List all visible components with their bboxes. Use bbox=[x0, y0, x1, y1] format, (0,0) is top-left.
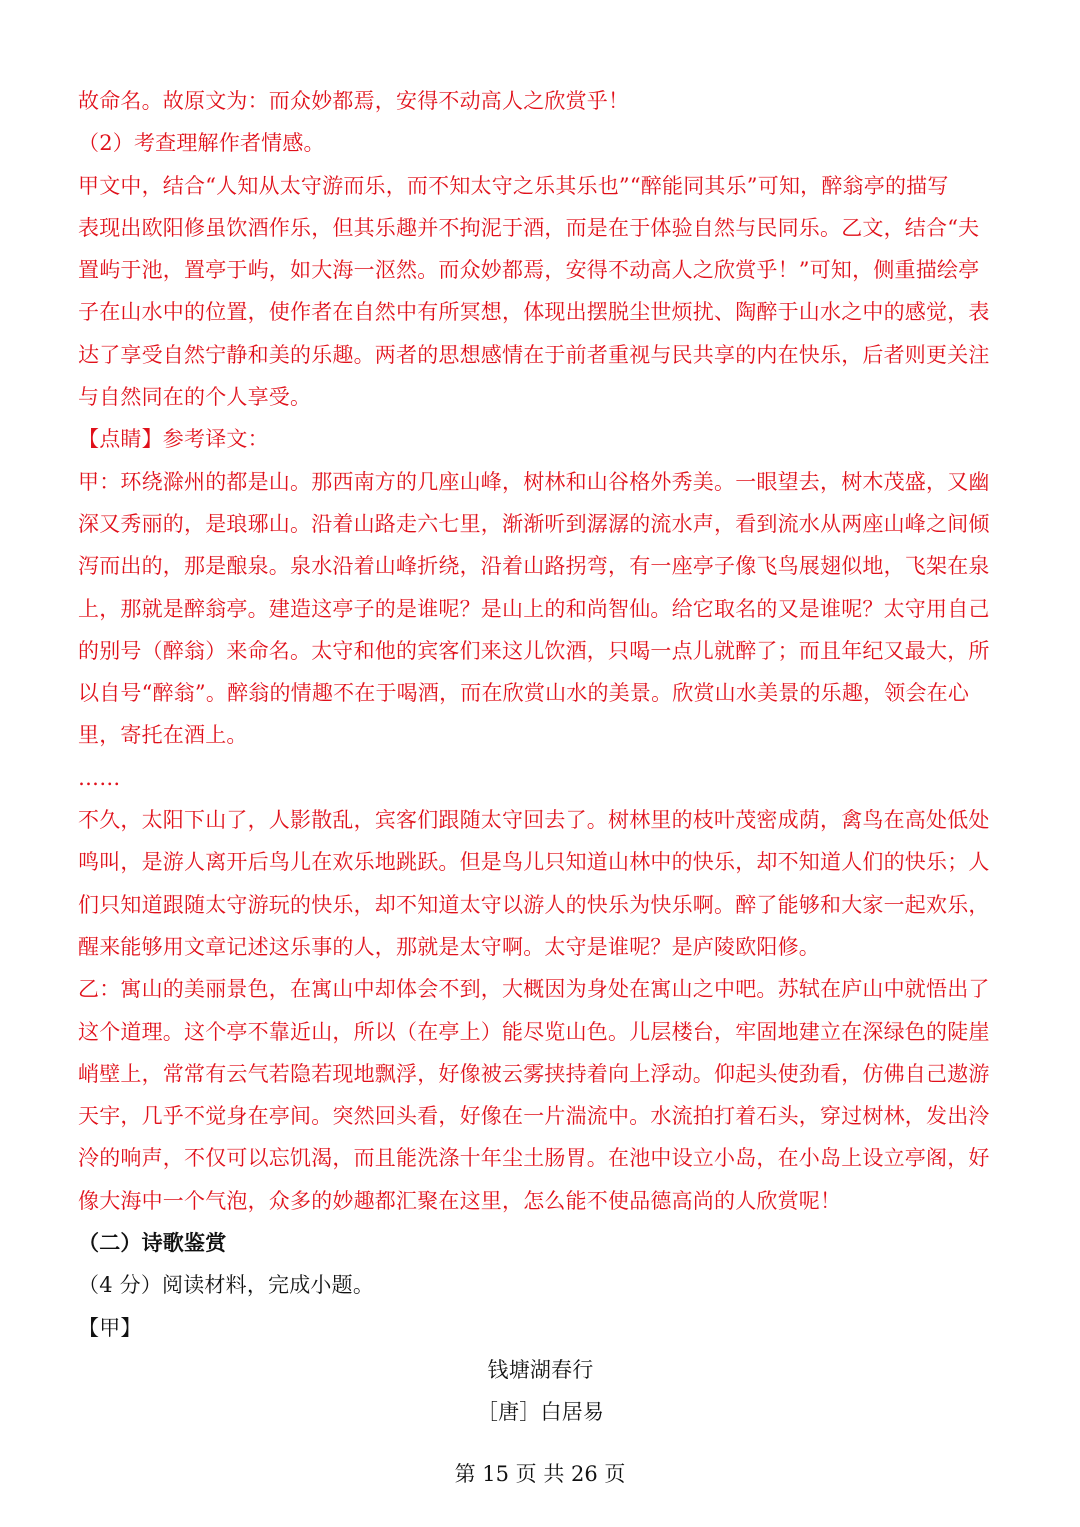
text-line: 深又秀丽的，是琅琊山。沿着山路走六七里，渐渐听到潺潺的流水声，看到流水从两座山峰之间倾 bbox=[78, 511, 990, 536]
text-line: 的别号（醉翁）来命名。太守和他的宾客们来这儿饮酒，只喝一点儿就醉了；而且年纪又最大，所 bbox=[78, 638, 990, 663]
text-line: 达了享受自然宁静和美的乐趣。两者的思想感情在于前者重视与民共享的内在快乐，后者则更关注 bbox=[78, 342, 990, 367]
text-line: 【点睛】参考译文： bbox=[78, 427, 269, 452]
text-line: 里，寄托在酒上。 bbox=[78, 723, 248, 748]
text-line: 这个道理。这个亭不靠近山，所以（在亭上）能尽览山色。儿层楼台，牢固地建立在深绿色的陡崖 bbox=[78, 1019, 990, 1044]
text-line: 像大海中一个气泡，众多的妙趣都汇聚在这里，怎么能不使品德高尚的人欣赏呢！ bbox=[78, 1188, 842, 1213]
text-line: 表现出欧阳修虽饮酒作乐，但其乐趣并不拘泥于酒，而是在于体验自然与民同乐。乙文，结合“夫 bbox=[78, 215, 980, 240]
section-heading: （二）诗歌鉴赏 bbox=[78, 1230, 227, 1256]
text-line: 峭壁上，常常有云气若隐若现地飘浮，好像被云雾挟持着向上浮动。仰起头使劲看，仿佛自己遨游 bbox=[78, 1061, 990, 1086]
text-line: 与自然同在的个人享受。 bbox=[78, 385, 312, 410]
text-line: 们只知道跟随太守游玩的快乐，却不知道太守以游人的快乐为快乐啊。醉了能够和大家一起欢乐， bbox=[78, 892, 990, 917]
text-line: 乙：寓山的美丽景色，在寓山中却体会不到，大概因为身处在寓山之中吧。苏轼在庐山中就悟出了 bbox=[78, 977, 990, 1002]
text-line: （4 分）阅读材料，完成小题。 bbox=[78, 1273, 375, 1298]
text-line: 甲文中，结合“人知从太守游而乐，而不知太守之乐其乐也”“醉能同其乐”可知，醉翁亭的描写 bbox=[78, 173, 949, 198]
document-body bbox=[78, 80, 1003, 1434]
text-line: 醒来能够用文章记述这乐事的人，那就是太守啊。太守是谁呢？是庐陵欧阳修。 bbox=[78, 934, 820, 959]
page-footer: 第 15 页 共 26 页 bbox=[454, 1462, 626, 1486]
text-line: 故命名。故原文为：而众妙都焉，安得不动高人之欣赏乎！ bbox=[78, 89, 630, 113]
text-line: （2）考查理解作者情感。 bbox=[78, 131, 325, 156]
text-line: 甲：环绕滁州的都是山。那西南方的几座山峰，树林和山谷格外秀美。一眼望去，树木茂盛，又幽 bbox=[78, 469, 990, 494]
text-line: 泻而出的，那是酿泉。泉水沿着山峰折绕，沿着山路拐弯，有一座亭子像飞鸟展翅似地，飞架在泉 bbox=[78, 554, 990, 579]
text-line: …… bbox=[78, 765, 121, 790]
text-line: 以自号“醉翁”。醉翁的情趣不在于喝酒，而在欣赏山水的美景。欣赏山水美景的乐趣，领会在心 bbox=[78, 681, 970, 706]
text-line: 鸣叫，是游人离开后鸟儿在欢乐地跳跃。但是鸟儿只知道山林中的快乐，却不知道人们的快乐；人 bbox=[78, 850, 990, 875]
text-line: 上，那就是醉翁亭。建造这亭子的是谁呢？是山上的和尚智仙。给它取名的又是谁呢？太守用自己 bbox=[78, 596, 990, 621]
poem-title: 钱塘湖春行 bbox=[487, 1357, 594, 1382]
text-line: 泠的响声，不仅可以忘饥渴，而且能洗涤十年尘土肠胃。在池中设立小岛，在小岛上设立亭阁，好 bbox=[78, 1146, 990, 1171]
text-line: 子在山水中的位置，使作者在自然中有所冥想，体现出摆脱尘世烦扰、陶醉于山水之中的感觉，表 bbox=[78, 300, 990, 325]
text-line: 不久，太阳下山了，人影散乱，宾客们跟随太守回去了。树林里的枝叶茂密成荫，禽鸟在高处低处 bbox=[78, 808, 990, 833]
text-line: 天宇，几乎不觉身在亭间。突然回头看，好像在一片湍流中。水流拍打着石头，穿过树林，发出泠 bbox=[78, 1104, 990, 1129]
text-line: 置屿于池，置亭于屿，如大海一沤然。而众妙都焉，安得不动高人之欣赏乎！”可知，侧重描绘亭 bbox=[78, 258, 980, 283]
text-line: 【甲】 bbox=[78, 1315, 142, 1340]
poem-author: ［唐］白居易 bbox=[476, 1400, 605, 1425]
